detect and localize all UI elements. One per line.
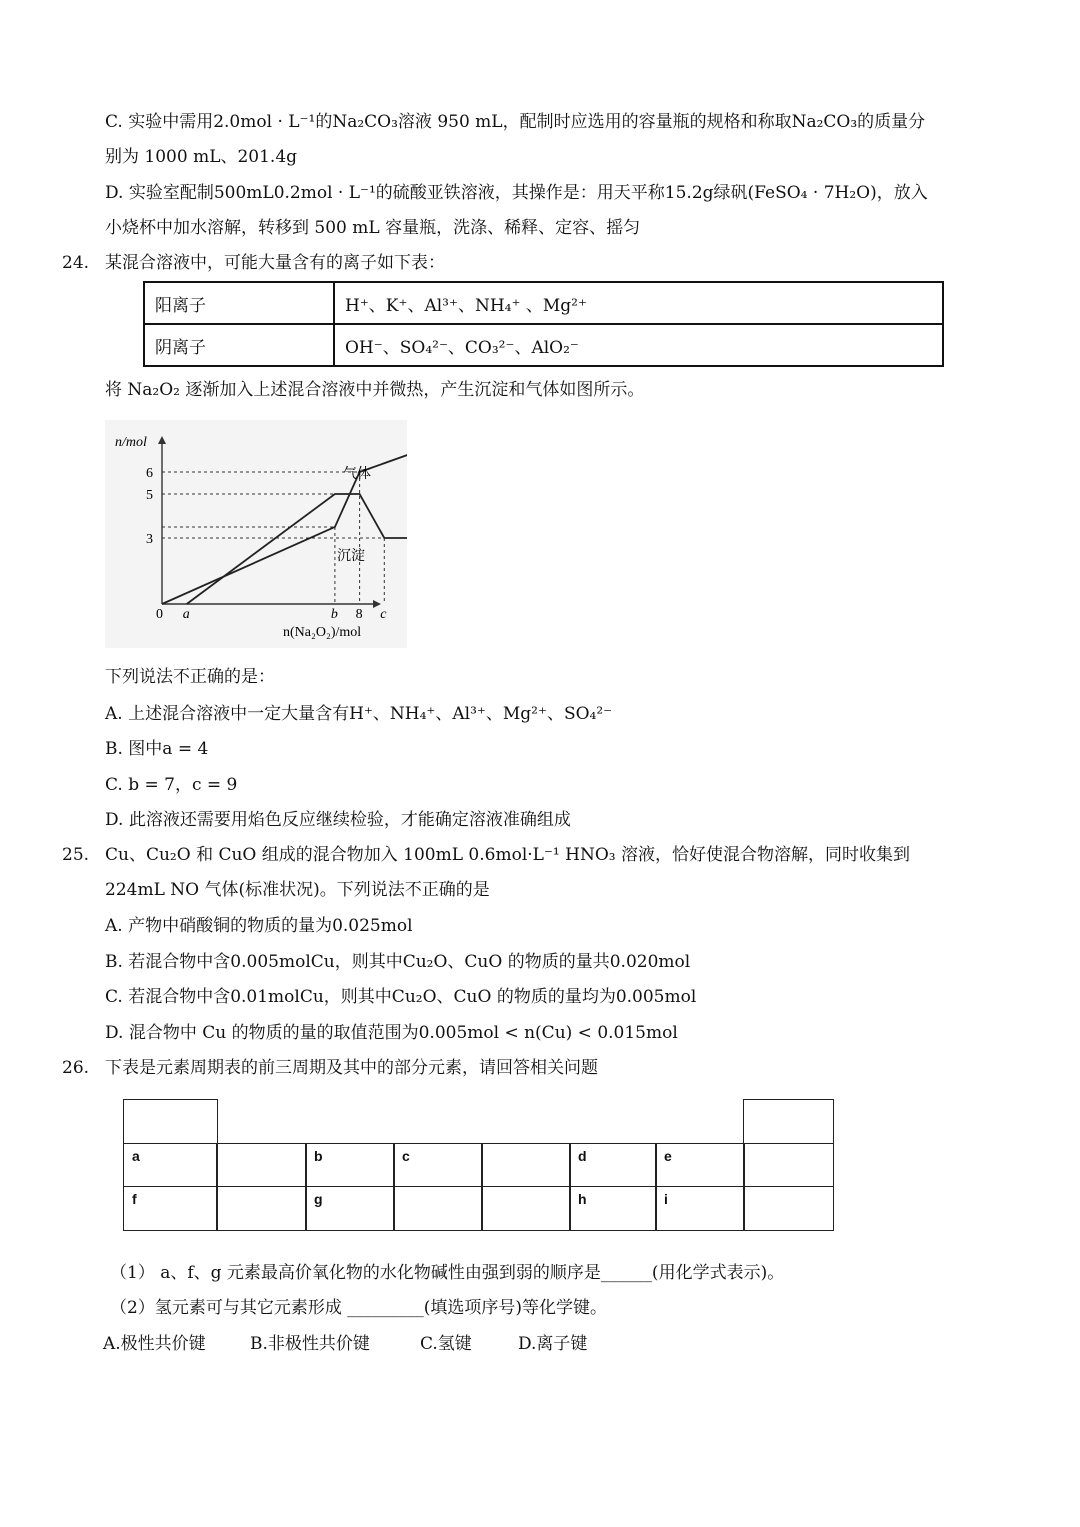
cation-label: 阳离子 [144,282,334,324]
q26-sub1: （1） a、f、g 元素最高价氧化物的水化物碱性由强到弱的顺序是______(用化学式表示)。 [110,1263,785,1283]
q26-choice-d: D.离子键 [518,1334,588,1354]
q25-option-d: D. 混合物中 Cu 的物质的量的取值范围为0.005mol < n(Cu) < 0.015mol [105,1023,678,1043]
pt-cell-r3-8 [743,1186,834,1231]
x-tick-label: 0 [156,607,163,622]
q25-option-c: C. 若混合物中含0.01molCu，则其中Cu₂O、CuO 的物质的量均为0.005mol [105,987,697,1007]
pt-cell-e: e [655,1143,745,1187]
pt-cell-i: i [655,1186,745,1231]
q24-option-a: A. 上述混合溶液中一定大量含有H⁺、NH₄⁺、Al³⁺、Mg²⁺、SO₄²⁻ [105,704,613,724]
y-tick-label: 6 [146,466,153,481]
y-axis-label: n/mol [115,435,147,450]
q23-option-d-line1: D. 实验室配制500mL0.2mol · L⁻¹的硫酸亚铁溶液，其操作是：用天平称15.2g绿矾(FeSO₄ · 7H₂O)，放入 [105,183,928,203]
pt-cell-a: a [123,1143,218,1187]
q24-number: 24. [62,253,90,273]
pt-cell-b: b [305,1143,395,1187]
q23-option-d-line2: 小烧杯中加水溶解，转移到 500 mL 容量瓶，洗涤、稀释、定容、摇匀 [105,218,641,238]
q24-option-d: D. 此溶液还需要用焰色反应继续检验，才能确定溶液准确组成 [105,810,571,830]
x-tick-label: b [330,607,338,622]
precipitate-label: 沉淀 [337,549,365,564]
x-tick-label: c [380,607,387,622]
gas-label: 气体 [343,467,371,482]
q26-choice-b: B.非极性共价键 [250,1334,370,1354]
pt-cell-c: c [393,1143,483,1187]
q25-option-a: A. 产物中硝酸铜的物质的量为0.025mol [105,916,413,936]
anion-label: 阴离子 [144,324,334,366]
q23-option-c-line1: C. 实验中需用2.0mol · L⁻¹的Na₂CO₃溶液 950 mL，配制时应选用的容量瓶的规格和称取Na₂CO₃的质量分 [105,112,926,132]
y-tick-label: 5 [146,488,153,503]
ion-table [143,281,944,367]
table-row [144,282,943,324]
pt-cell-r3-5 [481,1186,571,1231]
x-axis-label: n(Na₂O₂)/mol [283,625,362,640]
q25-option-b: B. 若混合物中含0.005molCu，则其中Cu₂O、CuO 的物质的量共0.020mol [105,952,691,972]
pt-cell-he [743,1099,834,1144]
table-row [144,324,943,366]
pt-cell-r3-2 [216,1186,307,1231]
q24-after-table: 将 Na₂O₂ 逐渐加入上述混合溶液中并微热，产生沉淀和气体如图所示。 [105,380,645,400]
pt-cell-g: g [305,1186,395,1231]
pt-cell-r3-4 [393,1186,483,1231]
pt-cell-r2-2 [216,1143,307,1187]
q24-option-b: B. 图中a = 4 [105,739,209,759]
q26-number: 26. [62,1058,90,1078]
cation-list: H⁺、K⁺、Al³⁺、NH₄⁺ 、Mg²⁺ [334,282,943,324]
q25-stem-line2: 224mL NO 气体(标准状况)。下列说法不正确的是 [105,880,490,900]
q24-option-c: C. b = 7，c = 9 [105,775,238,795]
pt-cell-r2-5 [481,1143,571,1187]
q26-choice-a: A.极性共价键 [103,1334,206,1354]
pt-cell-h [123,1099,218,1144]
anion-list: OH⁻、SO₄²⁻、CO₃²⁻、AlO₂⁻ [334,324,943,366]
pt-cell-d: d [569,1143,657,1187]
q26-choice-c: C.氢键 [420,1334,472,1354]
precipitate-gas-chart [105,420,407,648]
pt-cell-h-elem: h [569,1186,657,1231]
y-tick-label: 3 [146,532,153,547]
q24-question: 下列说法不正确的是： [105,667,275,687]
q23-option-c-line2: 别为 1000 mL、201.4g [105,147,298,167]
q24-stem: 某混合溶液中，可能大量含有的离子如下表： [105,253,445,273]
x-tick-label: a [182,607,190,622]
x-tick-label: 8 [355,607,363,622]
q26-sub2: （2）氢元素可与其它元素形成 _________(填选项序号)等化学键。 [110,1298,607,1318]
pt-cell-f: f [123,1186,218,1231]
pt-cell-r2-8 [743,1143,834,1187]
q25-number: 25. [62,845,90,865]
q25-stem-line1: Cu、Cu₂O 和 CuO 组成的混合物加入 100mL 0.6mol·L⁻¹ HNO₃ 溶液，恰好使混合物溶解，同时收集到 [105,845,911,865]
q26-stem: 下表是元素周期表的前三周期及其中的部分元素，请回答相关问题 [105,1058,598,1078]
